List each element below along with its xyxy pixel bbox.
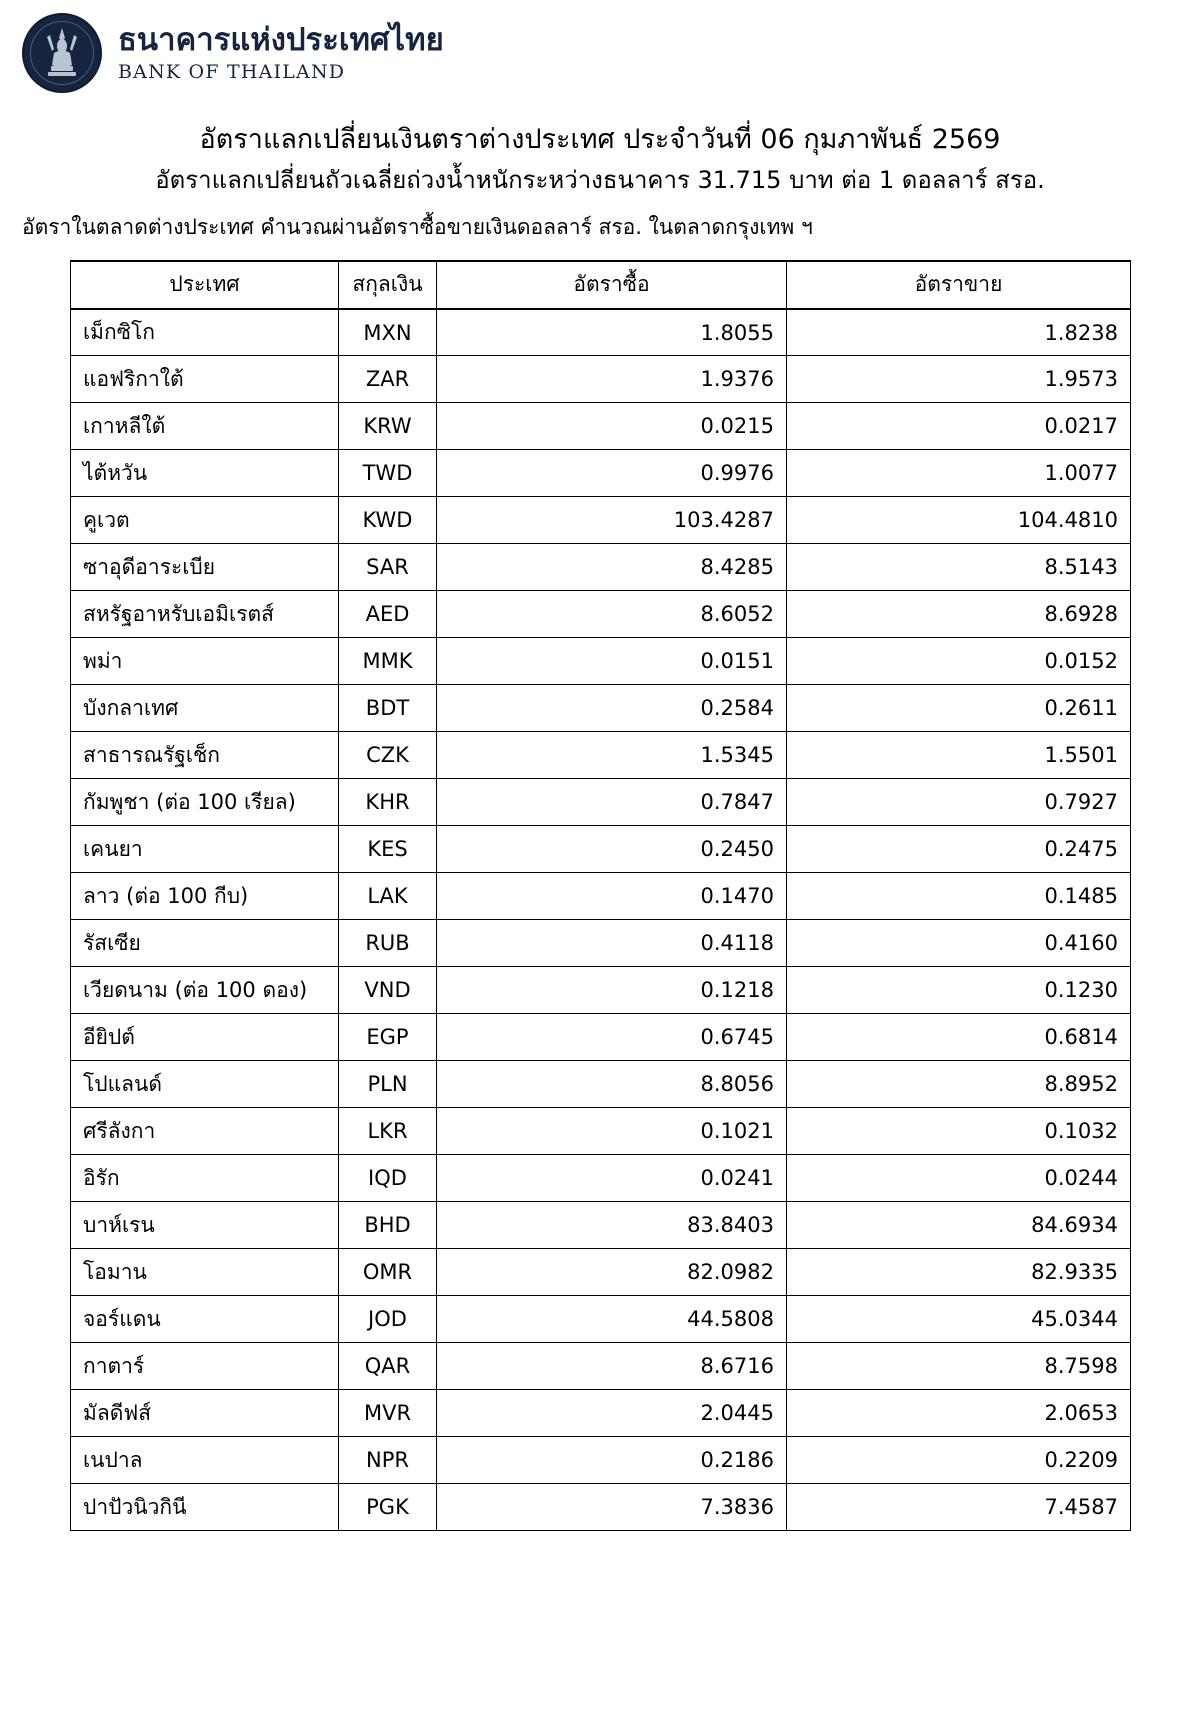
cell-buy-rate: 0.0151 (437, 638, 787, 685)
cell-currency: BDT (339, 685, 437, 732)
cell-sell-rate: 2.0653 (787, 1390, 1131, 1437)
cell-country: เกาหลีใต้ (71, 403, 339, 450)
cell-sell-rate: 8.8952 (787, 1061, 1131, 1108)
table-row (71, 1202, 1131, 1249)
table-row (71, 1296, 1131, 1343)
cell-buy-rate: 0.1218 (437, 967, 787, 1014)
title-block (0, 122, 1200, 197)
cell-country: ไต้หวัน (71, 450, 339, 497)
cell-sell-rate: 0.1032 (787, 1108, 1131, 1155)
cell-buy-rate: 82.0982 (437, 1249, 787, 1296)
table-row (71, 779, 1131, 826)
cell-country: สหรัฐอาหรับเอมิเรตส์ (71, 591, 339, 638)
cell-sell-rate: 1.5501 (787, 732, 1131, 779)
cell-buy-rate: 8.8056 (437, 1061, 787, 1108)
table-row (71, 450, 1131, 497)
table-row (71, 1249, 1131, 1296)
cell-sell-rate: 82.9335 (787, 1249, 1131, 1296)
cell-buy-rate: 7.3836 (437, 1484, 787, 1531)
cell-sell-rate: 45.0344 (787, 1296, 1131, 1343)
table-row (71, 1155, 1131, 1202)
cell-country: ปาปัวนิวกินี (71, 1484, 339, 1531)
cell-buy-rate: 0.2584 (437, 685, 787, 732)
table-row (71, 873, 1131, 920)
table-row (71, 826, 1131, 873)
bank-of-thailand-seal-icon (22, 13, 102, 93)
table-row (71, 732, 1131, 779)
column-header-sell-rate: อัตราขาย (787, 261, 1131, 309)
cell-sell-rate: 1.9573 (787, 356, 1131, 403)
table-row (71, 1437, 1131, 1484)
cell-buy-rate: 103.4287 (437, 497, 787, 544)
cell-currency: VND (339, 967, 437, 1014)
cell-sell-rate: 1.8238 (787, 309, 1131, 356)
cell-buy-rate: 8.6716 (437, 1343, 787, 1390)
cell-country: ลาว (ต่อ 100 กีบ) (71, 873, 339, 920)
cell-currency: QAR (339, 1343, 437, 1390)
cell-buy-rate: 0.2450 (437, 826, 787, 873)
cell-buy-rate: 0.0215 (437, 403, 787, 450)
column-header-buy-rate: อัตราซื้อ (437, 261, 787, 309)
cell-currency: PGK (339, 1484, 437, 1531)
cell-sell-rate: 84.6934 (787, 1202, 1131, 1249)
cell-currency: KWD (339, 497, 437, 544)
cell-sell-rate: 1.0077 (787, 450, 1131, 497)
brand-name-en: BANK OF THAILAND (118, 60, 346, 83)
column-header-country: ประเทศ (71, 261, 339, 309)
cell-country: กัมพูชา (ต่อ 100 เรียล) (71, 779, 339, 826)
cell-country: เคนยา (71, 826, 339, 873)
cell-country: คูเวต (71, 497, 339, 544)
table-row (71, 1343, 1131, 1390)
table-row (71, 920, 1131, 967)
cell-buy-rate: 0.2186 (437, 1437, 787, 1484)
cell-buy-rate: 8.6052 (437, 591, 787, 638)
fx-rates-table (70, 260, 1131, 1532)
cell-currency: SAR (339, 544, 437, 591)
cell-buy-rate: 0.1021 (437, 1108, 787, 1155)
cell-currency: JOD (339, 1296, 437, 1343)
cell-buy-rate: 1.9376 (437, 356, 787, 403)
cell-currency: MMK (339, 638, 437, 685)
table-row (71, 1108, 1131, 1155)
cell-sell-rate: 0.4160 (787, 920, 1131, 967)
cell-sell-rate: 0.2209 (787, 1437, 1131, 1484)
cell-buy-rate: 0.0241 (437, 1155, 787, 1202)
cell-country: บาห์เรน (71, 1202, 339, 1249)
cell-buy-rate: 8.4285 (437, 544, 787, 591)
cell-sell-rate: 0.0244 (787, 1155, 1131, 1202)
fx-rates-table-container (70, 260, 1130, 1532)
cell-currency: NPR (339, 1437, 437, 1484)
cell-country: เนปาล (71, 1437, 339, 1484)
cell-buy-rate: 0.6745 (437, 1014, 787, 1061)
cell-country: ซาอุดีอาระเบีย (71, 544, 339, 591)
cell-sell-rate: 104.4810 (787, 497, 1131, 544)
cell-sell-rate: 0.1485 (787, 873, 1131, 920)
table-row (71, 497, 1131, 544)
page-subtitle: อัตราแลกเปลี่ยนถัวเฉลี่ยถ่วงน้ำหนักระหว่างธนาคาร 31.715 บาท ต่อ 1 ดอลลาร์ สรอ. (155, 166, 1045, 195)
cell-currency: LKR (339, 1108, 437, 1155)
cell-buy-rate: 1.8055 (437, 309, 787, 356)
cell-country: จอร์แดน (71, 1296, 339, 1343)
cell-sell-rate: 0.7927 (787, 779, 1131, 826)
cell-currency: ZAR (339, 356, 437, 403)
brand-text (118, 21, 444, 83)
cell-sell-rate: 0.2475 (787, 826, 1131, 873)
cell-sell-rate: 0.2611 (787, 685, 1131, 732)
cell-country: มัลดีฟส์ (71, 1390, 339, 1437)
cell-buy-rate: 83.8403 (437, 1202, 787, 1249)
cell-currency: KRW (339, 403, 437, 450)
cell-currency: LAK (339, 873, 437, 920)
cell-currency: MXN (339, 309, 437, 356)
cell-country: บังกลาเทศ (71, 685, 339, 732)
cell-buy-rate: 0.9976 (437, 450, 787, 497)
cell-currency: TWD (339, 450, 437, 497)
table-row (71, 967, 1131, 1014)
cell-country: แอฟริกาใต้ (71, 356, 339, 403)
column-header-currency: สกุลเงิน (339, 261, 437, 309)
cell-buy-rate: 0.7847 (437, 779, 787, 826)
page-header (0, 0, 1200, 92)
cell-currency: MVR (339, 1390, 437, 1437)
cell-sell-rate: 0.0152 (787, 638, 1131, 685)
cell-country: กาตาร์ (71, 1343, 339, 1390)
table-header-row (71, 261, 1131, 309)
cell-currency: IQD (339, 1155, 437, 1202)
cell-country: ศรีลังกา (71, 1108, 339, 1155)
cell-sell-rate: 0.1230 (787, 967, 1131, 1014)
cell-country: อียิปต์ (71, 1014, 339, 1061)
table-row (71, 544, 1131, 591)
cell-sell-rate: 8.6928 (787, 591, 1131, 638)
table-row (71, 403, 1131, 450)
cell-currency: KHR (339, 779, 437, 826)
cell-country: เวียดนาม (ต่อ 100 ดอง) (71, 967, 339, 1014)
cell-currency: RUB (339, 920, 437, 967)
table-row (71, 1484, 1131, 1531)
cell-country: รัสเซีย (71, 920, 339, 967)
cell-currency: OMR (339, 1249, 437, 1296)
table-row (71, 1061, 1131, 1108)
table-row (71, 638, 1131, 685)
cell-sell-rate: 8.7598 (787, 1343, 1131, 1390)
cell-sell-rate: 8.5143 (787, 544, 1131, 591)
table-row (71, 1014, 1131, 1061)
table-body (71, 309, 1131, 1531)
table-row (71, 356, 1131, 403)
cell-currency: CZK (339, 732, 437, 779)
page-title: อัตราแลกเปลี่ยนเงินตราต่างประเทศ ประจำวันที่ 06 กุมภาพันธ์ 2569 (199, 124, 1001, 155)
table-row (71, 591, 1131, 638)
brand-name-th: ธนาคารแห่งประเทศไทย (118, 21, 444, 58)
cell-sell-rate: 0.0217 (787, 403, 1131, 450)
cell-country: พม่า (71, 638, 339, 685)
cell-currency: PLN (339, 1061, 437, 1108)
cell-buy-rate: 0.4118 (437, 920, 787, 967)
cell-country: โปแลนด์ (71, 1061, 339, 1108)
cell-currency: AED (339, 591, 437, 638)
cell-sell-rate: 0.6814 (787, 1014, 1131, 1061)
cell-country: สาธารณรัฐเช็ก (71, 732, 339, 779)
table-row (71, 1390, 1131, 1437)
cell-buy-rate: 0.1470 (437, 873, 787, 920)
cell-country: เม็กซิโก (71, 309, 339, 356)
cell-currency: BHD (339, 1202, 437, 1249)
cell-buy-rate: 2.0445 (437, 1390, 787, 1437)
table-row (71, 685, 1131, 732)
cell-currency: EGP (339, 1014, 437, 1061)
cell-country: อิรัก (71, 1155, 339, 1202)
page-note: อัตราในตลาดต่างประเทศ คำนวณผ่านอัตราซื้อขายเงินดอลลาร์ สรอ. ในตลาดกรุงเทพ ฯ (22, 214, 813, 239)
cell-sell-rate: 7.4587 (787, 1484, 1131, 1531)
cell-currency: KES (339, 826, 437, 873)
cell-buy-rate: 44.5808 (437, 1296, 787, 1343)
table-row (71, 309, 1131, 356)
cell-buy-rate: 1.5345 (437, 732, 787, 779)
cell-country: โอมาน (71, 1249, 339, 1296)
